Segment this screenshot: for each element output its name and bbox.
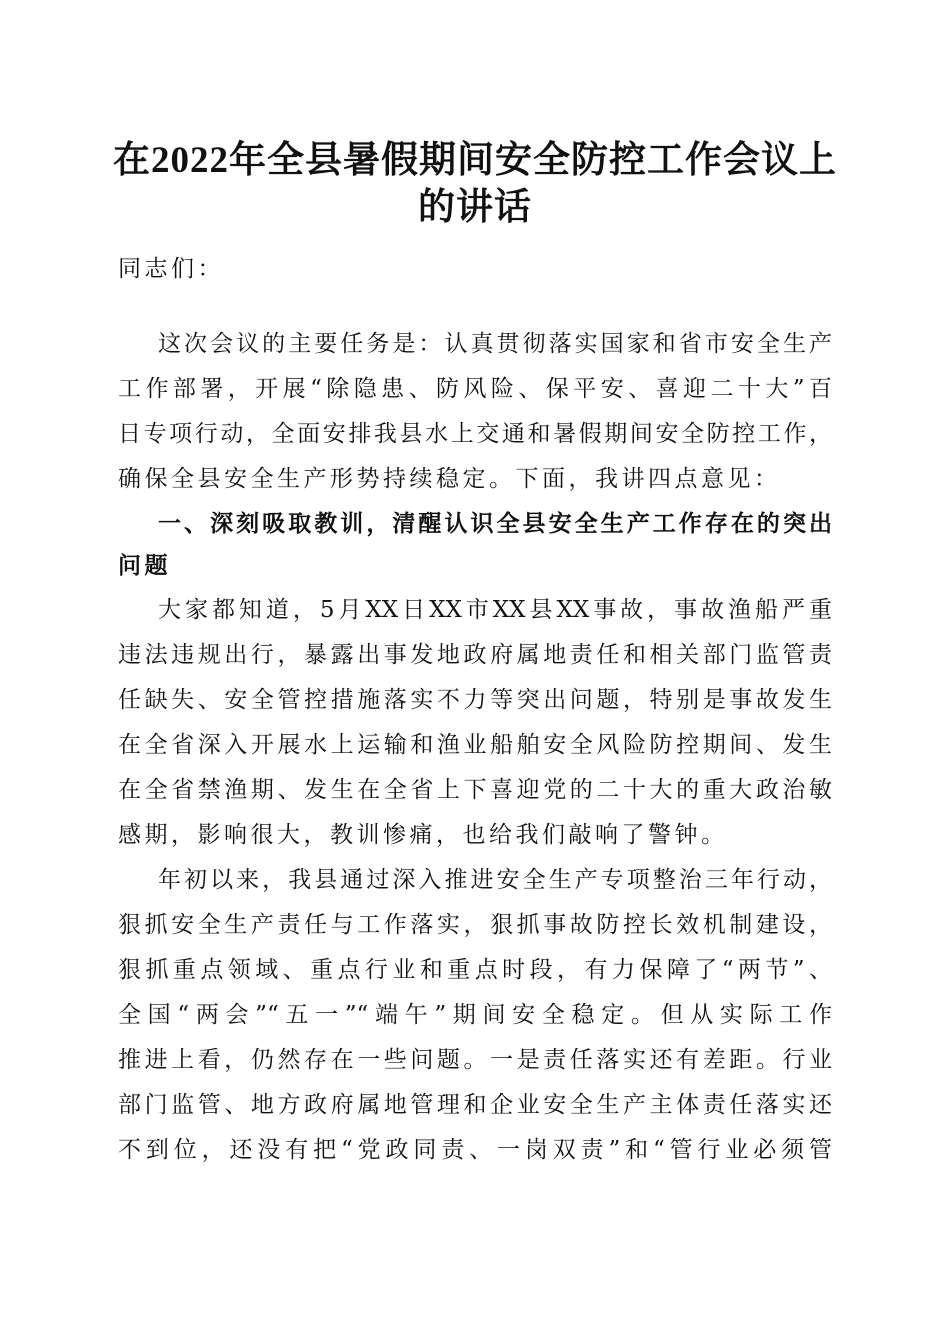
paragraph-line: 感期，影响很大，教训惨痛，也给我们敲响了警钟。 bbox=[118, 822, 728, 848]
paragraph-line: 不到位，还没有把“党政同责、一岗双责”和“管行业必须管 bbox=[118, 1137, 832, 1163]
section-heading: 问题 bbox=[118, 553, 171, 579]
paragraph-line: 工作部署，开展“除隐患、防风险、保平安、喜迎二十大”百 bbox=[118, 376, 832, 402]
paragraph-line: 这次会议的主要任务是：认真贯彻落实国家和省市安全生产 bbox=[158, 331, 832, 357]
paragraph-line: 狠抓重点领域、重点行业和重点时段，有力保障了“两节”、 bbox=[118, 957, 832, 983]
salutation: 同志们： bbox=[118, 256, 224, 282]
paragraph-line: 全国“两会”“五一”“端午”期间安全稳定。但从实际工作 bbox=[118, 1002, 832, 1028]
paragraph-line: 确保全县安全生产形势持续稳定。下面，我讲四点意见： bbox=[118, 466, 781, 492]
paragraph-line: 在全省深入开展水上运输和渔业船舶安全风险防控期间、发生 bbox=[118, 732, 832, 758]
section-heading: 一、深刻吸取教训，清醒认识全县安全生产工作存在的突出 bbox=[158, 511, 832, 537]
document-title-line-1: 在2022年全县暑假期间安全防控工作会议上 bbox=[113, 140, 837, 181]
paragraph-line: 年初以来，我县通过深入推进安全生产专项整治三年行动， bbox=[158, 867, 832, 893]
paragraph-line: 在全省禁渔期、发生在全省上下喜迎党的二十大的重大政治敏 bbox=[118, 777, 832, 803]
paragraph-line: 日专项行动，全面安排我县水上交通和暑假期间安全防控工作， bbox=[118, 421, 832, 447]
paragraph-line: 部门监管、地方政府属地管理和企业安全生产主体责任落实还 bbox=[118, 1092, 832, 1118]
document-title-line-2: 的讲话 bbox=[418, 187, 532, 228]
paragraph-line: 大家都知道，5月XX日XX市XX县XX事故，事故渔船严重 bbox=[158, 597, 832, 623]
paragraph-line: 任缺失、安全管控措施落实不力等突出问题，特别是事故发生 bbox=[118, 687, 832, 713]
paragraph-line: 违法违规出行，暴露出事发地政府属地责任和相关部门监管责 bbox=[118, 642, 832, 668]
paragraph-line: 狠抓安全生产责任与工作落实，狠抓事故防控长效机制建设， bbox=[118, 912, 832, 938]
paragraph-line: 推进上看，仍然存在一些问题。一是责任落实还有差距。行业 bbox=[118, 1047, 832, 1073]
